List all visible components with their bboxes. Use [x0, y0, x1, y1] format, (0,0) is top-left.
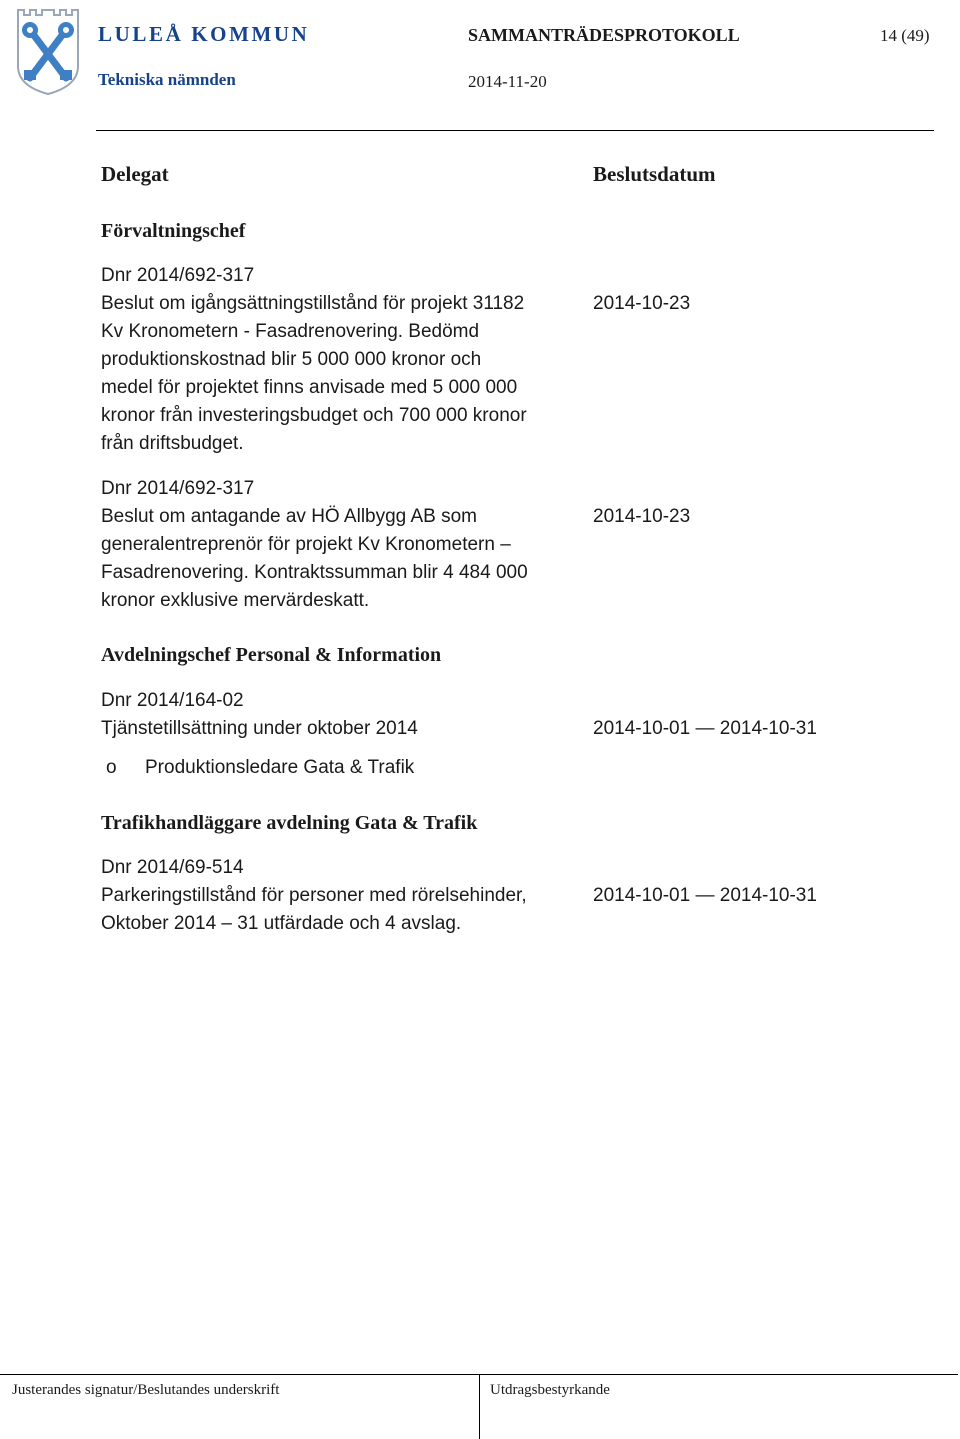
entry-line: kronor exklusive mervärdeskatt.	[101, 590, 370, 611]
entry-decision-date: 2014-10-01 — 2014-10-31	[593, 718, 817, 739]
delegation-entry	[101, 475, 581, 615]
page-number: 14 (49)	[880, 26, 930, 45]
meeting-date: 2014-11-20	[468, 72, 547, 91]
organization-name: LULEÅ KOMMUN	[98, 22, 310, 46]
entry-line: Beslut om igångsättningstillstånd för projekt 31182	[101, 293, 525, 314]
footer-column-separator	[479, 1374, 480, 1439]
entry-line: medel för projektet finns anvisade med 5 000 000	[101, 377, 518, 398]
certification-label: Utdragsbestyrkande	[490, 1382, 610, 1398]
entry-dnr: Dnr 2014/69-514	[101, 857, 244, 878]
bullet-marker: o	[106, 757, 117, 778]
entry-line: Kv Kronometern - Fasadrenovering. Bedömd	[101, 321, 480, 342]
section-title: Avdelningschef Personal & Information	[101, 644, 442, 666]
entry-dnr: Dnr 2014/692-317	[101, 478, 255, 499]
entry-line: Beslut om antagande av HÖ Allbygg AB som	[101, 506, 477, 527]
entry-decision-date: 2014-10-01 — 2014-10-31	[593, 885, 817, 906]
column-heading-delegate: Delegat	[101, 162, 169, 186]
section-title: Förvaltningschef	[101, 220, 246, 242]
delegation-entry	[101, 854, 591, 938]
entry-line: Fasadrenovering. Kontraktssumman blir 4 484 000	[101, 562, 528, 583]
entry-decision-date: 2014-10-23	[593, 293, 691, 314]
entry-line: produktionskostnad blir 5 000 000 kronor och	[101, 349, 482, 370]
entry-line: Oktober 2014 – 31 utfärdade och 4 avslag.	[101, 913, 462, 934]
entry-line: generalentreprenör för projekt Kv Kronometern –	[101, 534, 511, 555]
bullet-item: Produktionsledare Gata & Trafik	[145, 757, 415, 778]
delegation-entry	[101, 687, 581, 743]
document-type: SAMMANTRÄDESPROTOKOLL	[468, 25, 740, 45]
signature-label: Justerandes signatur/Beslutandes underskrift	[12, 1382, 280, 1398]
entry-line: kronor från investeringsbudget och 700 000 kronor	[101, 405, 527, 426]
header-divider	[96, 130, 934, 131]
entry-decision-date: 2014-10-23	[593, 506, 691, 527]
entry-dnr: Dnr 2014/164-02	[101, 690, 244, 711]
column-heading-decision-date: Beslutsdatum	[593, 162, 716, 186]
entry-line: Tjänstetillsättning under oktober 2014	[101, 718, 418, 739]
entry-line: från driftsbudget.	[101, 433, 244, 454]
delegation-entry	[101, 262, 581, 458]
committee-name: Tekniska nämnden	[98, 70, 236, 89]
entry-line: Parkeringstillstånd för personer med rörelsehinder,	[101, 885, 527, 906]
entry-dnr: Dnr 2014/692-317	[101, 265, 255, 286]
municipality-crest-logo	[12, 6, 84, 96]
section-title: Trafikhandläggare avdelning Gata & Trafik	[101, 812, 478, 834]
